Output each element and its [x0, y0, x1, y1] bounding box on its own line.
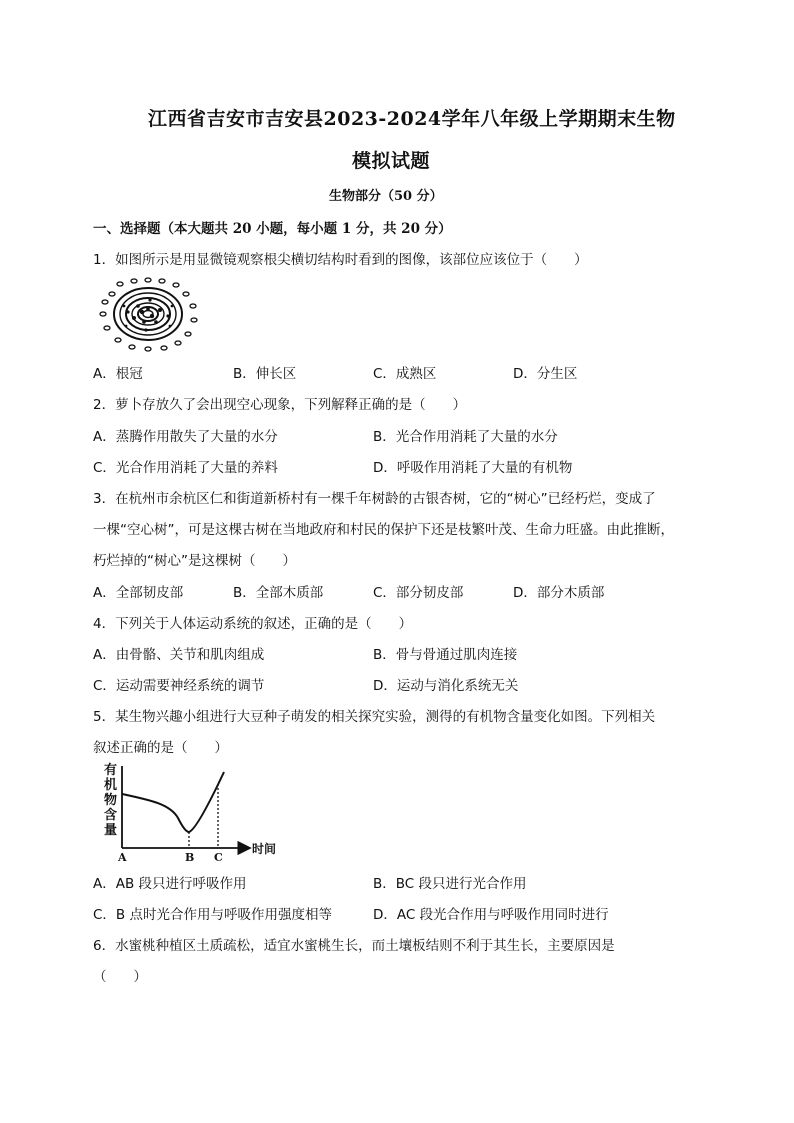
y-label-char-5: 量 — [104, 823, 118, 838]
q3-option-b[interactable]: B．全部木质部 — [233, 585, 324, 601]
subtitle: 生物部分（50 分） — [329, 189, 443, 204]
point-a-label: A — [118, 851, 127, 864]
question-3-line-2: 一棵“空心树”，可是这棵古树在当地政府和村民的保护下还是枝繁叶茂、生命力旺盛。由此推断， — [93, 522, 674, 538]
q1-option-b[interactable]: B．伸长区 — [233, 366, 297, 382]
title-line-1: 江西省吉安市吉安县2023-2024学年八年级上学期期末生物 — [148, 108, 676, 130]
q2-option-a[interactable]: A．蒸腾作用散失了大量的水分 — [93, 429, 278, 445]
point-c-label: C — [214, 851, 223, 864]
question-3-line-3: 朽烂掉的“树心”是这棵树（ ） — [93, 553, 296, 569]
question-2: 2．萝卜存放久了会出现空心现象，下列解释正确的是（ ） — [93, 397, 467, 413]
q3-option-d[interactable]: D．部分木质部 — [513, 585, 605, 601]
q2-option-c[interactable]: C．光合作用消耗了大量的养料 — [93, 460, 278, 476]
q3-option-a[interactable]: A．全部韧皮部 — [93, 585, 184, 601]
q2-option-b[interactable]: B．光合作用消耗了大量的水分 — [373, 429, 558, 445]
q4-option-b[interactable]: B．骨与骨通过肌肉连接 — [373, 647, 518, 663]
q2-option-d[interactable]: D．呼吸作用消耗了大量的有机物 — [373, 460, 573, 476]
question-3-line-1: 3．在杭州市余杭区仁和街道新桥村有一棵千年树龄的古银杏树，它的“树心”已经朽烂，变成了 — [93, 491, 656, 507]
q4-option-c[interactable]: C．运动需要神经系统的调节 — [93, 678, 265, 694]
question-6-line-1: 6．水蜜桃种植区土质疏松，适宜水蜜桃生长，而土壤板结则不利于其生长，主要原因是 — [93, 938, 615, 954]
question-4: 4．下列关于人体运动系统的叙述，正确的是（ ） — [93, 616, 413, 632]
q1-option-c[interactable]: C．成熟区 — [373, 366, 437, 382]
organic-matter-graph — [100, 760, 280, 866]
q3-option-c[interactable]: C．部分韧皮部 — [373, 585, 464, 601]
y-label-char-4: 含 — [104, 808, 118, 823]
q5-option-b[interactable]: B．BC 段只进行光合作用 — [373, 876, 527, 892]
question-1: 1．如图所示是用显微镜观察根尖横切结构时看到的图像，该部位应该位于（ ） — [93, 252, 588, 268]
organic-matter-curve — [122, 772, 224, 832]
section-heading: 一、选择题（本大题共 20 小题，每小题 1 分，共 20 分） — [93, 221, 452, 237]
title-line-2: 模拟试题 — [352, 150, 431, 172]
root-tip-micrograph — [98, 276, 198, 352]
q4-option-d[interactable]: D．运动与消化系统无关 — [373, 678, 519, 694]
question-5-line-1: 5．某生物兴趣小组进行大豆种子萌发的相关探究实验，测得的有机物含量变化如图。下列相关 — [93, 709, 656, 725]
point-b-label: B — [185, 851, 195, 864]
q4-option-a[interactable]: A．由骨骼、关节和肌肉组成 — [93, 647, 265, 663]
q5-option-a[interactable]: A．AB 段只进行呼吸作用 — [93, 876, 247, 892]
question-5-line-2: 叙述正确的是（ ） — [93, 740, 228, 756]
q1-option-a[interactable]: A．根冠 — [93, 366, 143, 382]
y-label-char-1: 有 — [104, 763, 118, 778]
question-6-line-2: （ ） — [93, 969, 147, 985]
x-axis-label: 时间 — [252, 842, 277, 856]
q5-option-d[interactable]: D．AC 段光合作用与呼吸作用同时进行 — [373, 907, 609, 923]
q1-option-d[interactable]: D．分生区 — [513, 366, 578, 382]
y-label-char-2: 机 — [104, 778, 118, 793]
q5-option-c[interactable]: C．B 点时光合作用与呼吸作用强度相等 — [93, 907, 332, 923]
y-label-char-3: 物 — [104, 793, 118, 808]
